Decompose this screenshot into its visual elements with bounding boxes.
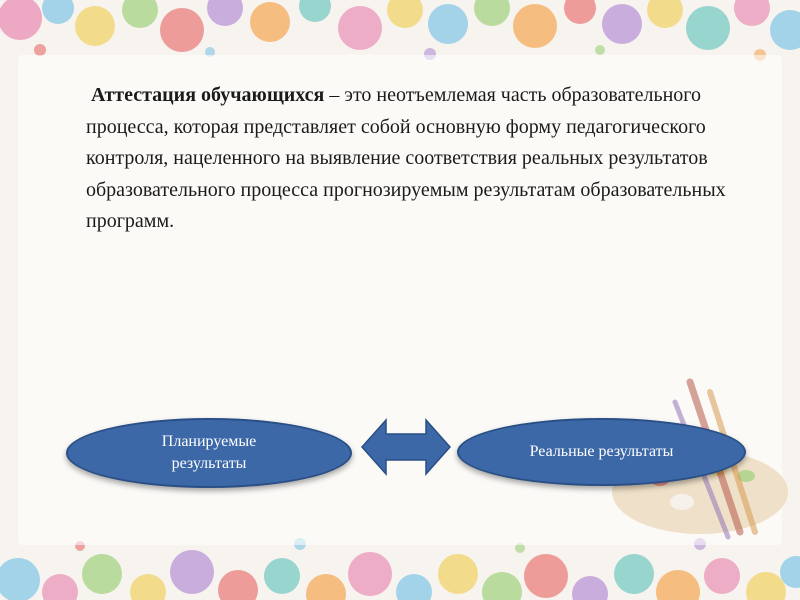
attestation-term: Аттестация обучающихся (91, 84, 325, 106)
attestation-definition-paragraph (86, 80, 746, 238)
actual-results-ellipse[interactable] (457, 418, 746, 486)
planned-results-ellipse[interactable] (66, 418, 352, 488)
planned-results-label: Планируемые результаты (161, 433, 257, 472)
attestation-definition-text: – это неотъемлемая часть образовательного процесса, которая представляет собой основную форму педагогического контроля, нацеленного на выявление соответствия реальных результатов образовательного процесса прогнозируемым результатам образовательных программ. (86, 84, 726, 232)
double-headed-arrow-icon (360, 418, 452, 476)
actual-results-label: Реальные результаты (529, 443, 674, 460)
